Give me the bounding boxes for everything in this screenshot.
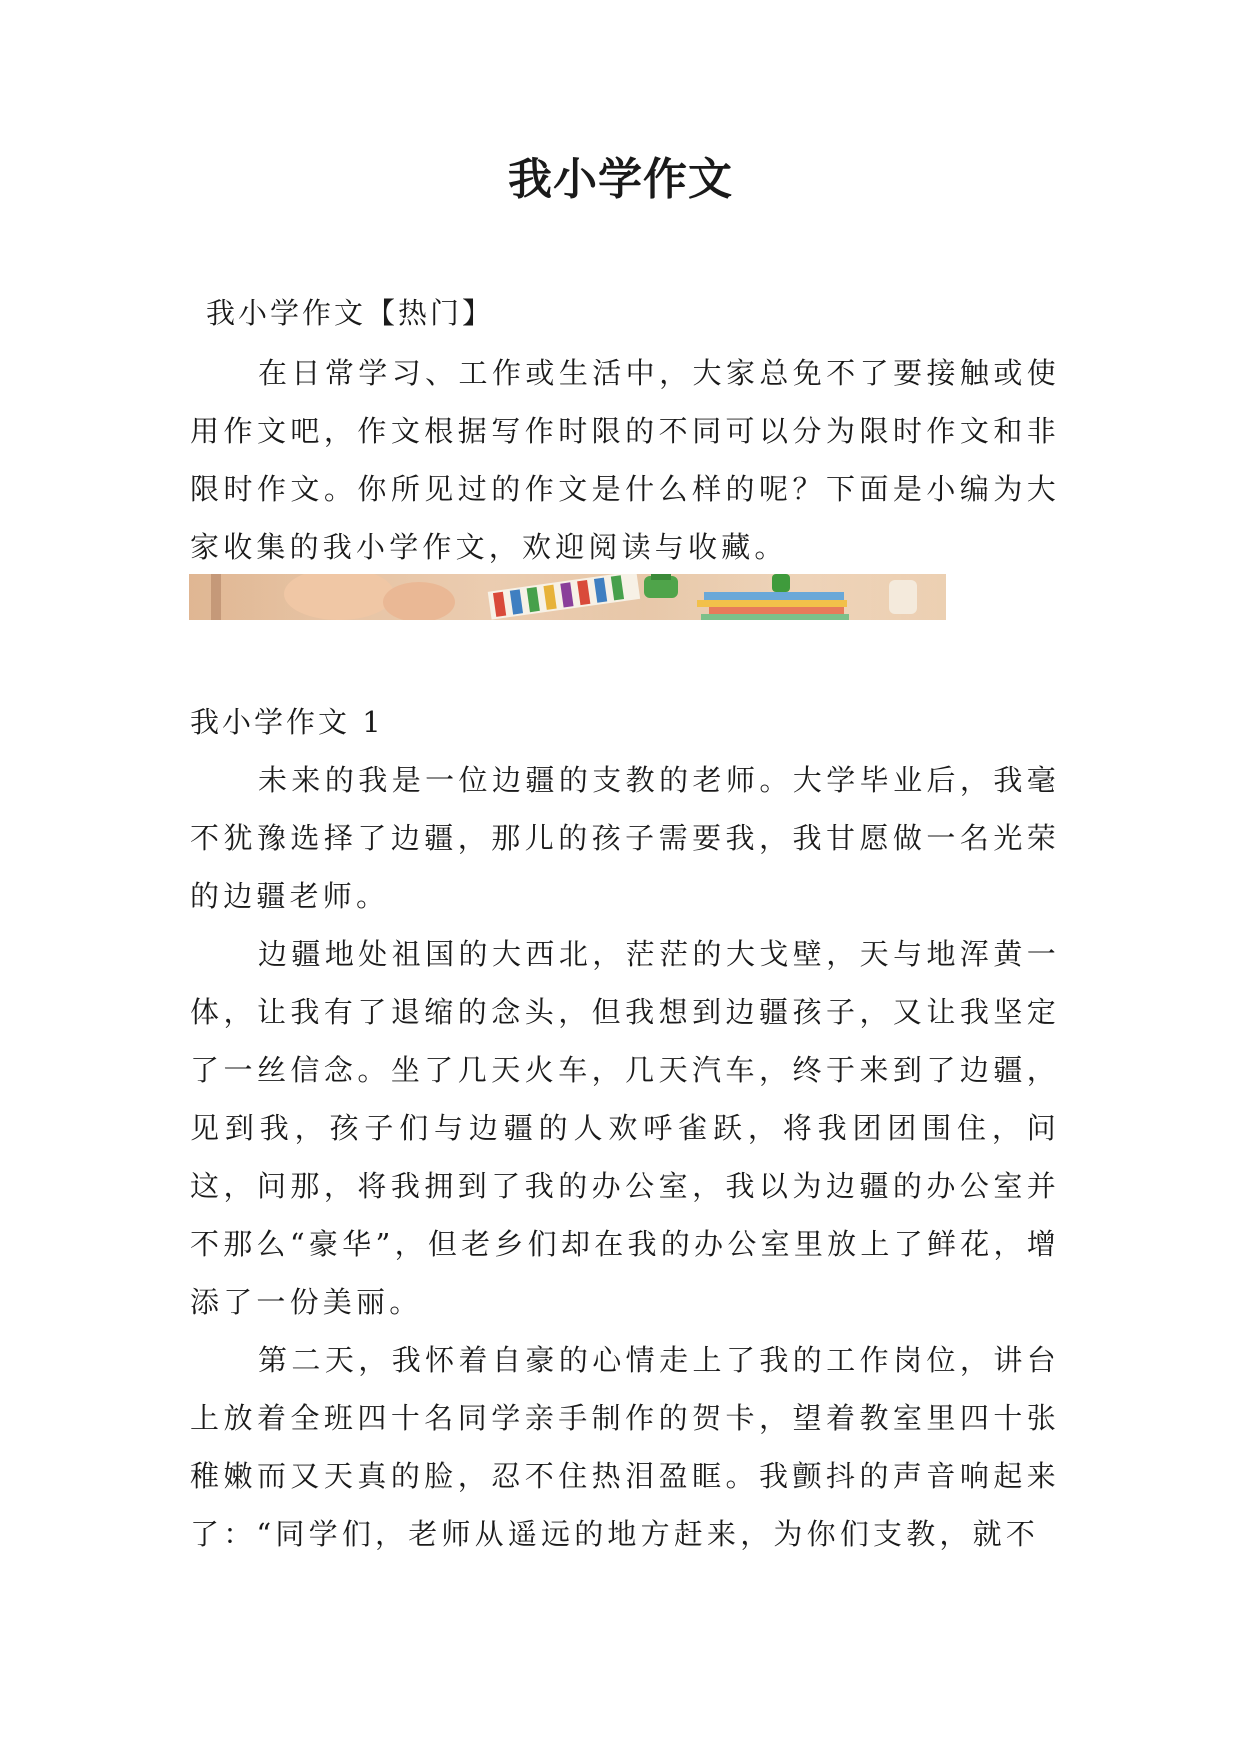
intro-paragraph: 在日常学习、工作或生活中，大家总免不了要接触或使用作文吧，作文根据写作时限的不同可以分为限时作文和非限时作文。你所见过的作文是什么样的呢？下面是小编为大家收集的我小学作文，欢迎阅读与收藏。 bbox=[190, 356, 1060, 564]
document-title: 我小学作文 bbox=[508, 154, 733, 205]
section-paragraph: 第二天，我怀着自豪的心情走上了我的工作岗位，讲台上放着全班四十名同学亲手制作的贺卡，望着教室里四十张稚嫩而又天真的脸，忍不住热泪盈眶。我颤抖的声音响起来了：“同学们，老师从遥远的地方赶来，为你们支教，就不 bbox=[190, 1343, 1060, 1551]
banner-image bbox=[189, 574, 946, 620]
section-heading: 我小学作文 1 bbox=[190, 705, 384, 739]
section-paragraph: 未来的我是一位边疆的支教的老师。大学毕业后，我毫不犹豫选择了边疆，那儿的孩子需要我，我甘愿做一名光荣的边疆老师。 bbox=[190, 763, 1060, 913]
document-subtitle: 我小学作文【热门】 bbox=[206, 296, 495, 330]
section-paragraph: 边疆地处祖国的大西北，茫茫的大戈壁，天与地浑黄一体，让我有了退缩的念头，但我想到边疆孩子，又让我坚定了一丝信念。坐了几天火车，几天汽车，终于来到了边疆，见到我，孩子们与边疆的人欢呼雀跃，将我团团围住，问这，问那，将我拥到了我的办公室，我以为边疆的办公室并不那么“豪华”，但老乡们却在我的办公室里放上了鲜花，增添了一份美丽。 bbox=[190, 937, 1060, 1319]
